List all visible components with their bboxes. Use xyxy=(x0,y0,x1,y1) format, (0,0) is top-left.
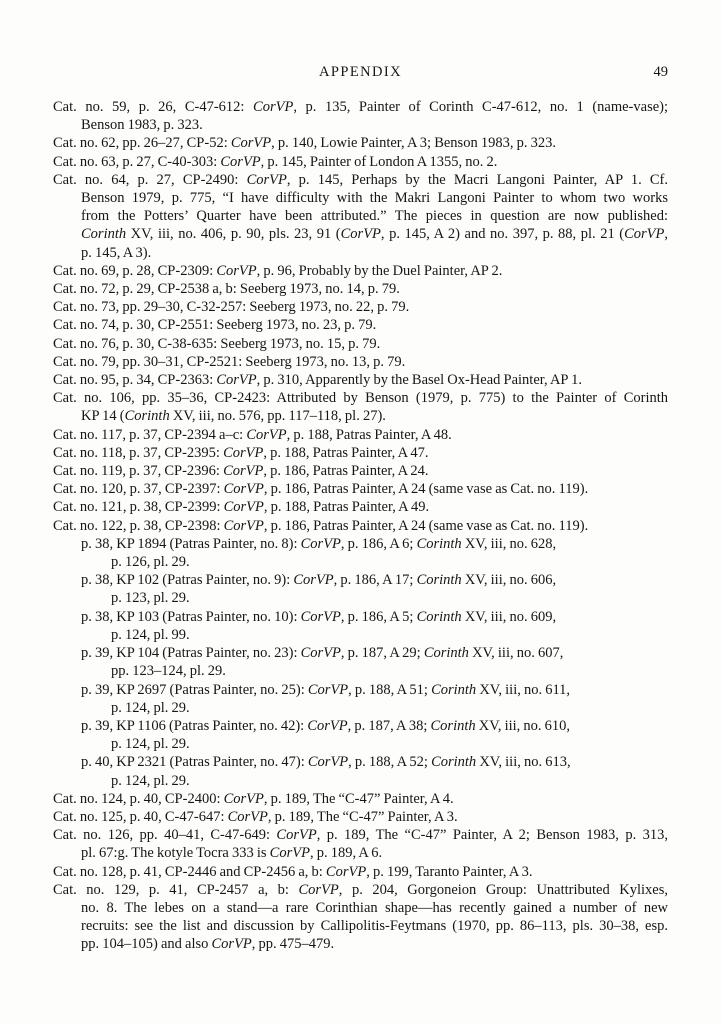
text: Cat. no. 120, p. 37, CP-2397: xyxy=(53,481,224,498)
text: Cat. no. 128, p. 41, CP-2446 and CP-2456 a, b: xyxy=(53,863,326,880)
text: XV, iii, no. 611, xyxy=(476,681,571,698)
text: p. 38, KP 103 (Patras Painter, no. 10): xyxy=(81,608,301,625)
text: p. 123, pl. 29. xyxy=(111,590,190,607)
appendix-entry xyxy=(53,426,668,444)
appendix-entry xyxy=(53,681,668,717)
text: XV, iii, no. 406, p. 90, pls. 23, 91 ( xyxy=(126,226,341,243)
text: , p. 186, Patras Painter, A 24 (same vase as Cat. no. 119). xyxy=(263,517,589,534)
appendix-entry xyxy=(53,535,668,571)
italic-text: CorVP xyxy=(223,790,264,807)
entry-line xyxy=(53,171,668,189)
entry-line xyxy=(53,826,668,844)
text: p. 124, pl. 99. xyxy=(111,626,190,643)
entry-line xyxy=(53,462,668,480)
text: Cat. no. 122, p. 38, CP-2398: xyxy=(53,517,224,534)
entry-line xyxy=(53,517,668,535)
entry-line xyxy=(53,298,668,316)
text: p. 124, pl. 29. xyxy=(111,772,190,789)
entry-line xyxy=(53,225,668,243)
appendix-entry xyxy=(53,717,668,753)
italic-text: CorVP xyxy=(223,444,264,461)
text: KP 14 ( xyxy=(81,408,125,425)
entry-line xyxy=(53,589,668,607)
italic-text: CorVP xyxy=(220,153,261,170)
appendix-entry xyxy=(53,480,668,498)
italic-text: CorVP xyxy=(230,135,272,152)
appendix-entry xyxy=(53,517,668,535)
text: no. 8. The lebes on a stand—a rare Corinthian shape—has recently gained a number of new xyxy=(81,899,668,916)
appendix-entry xyxy=(53,790,668,808)
text: , p. 199, Taranto Painter, A 3. xyxy=(366,863,533,880)
entry-line xyxy=(53,790,668,808)
italic-text: CorVP xyxy=(300,608,341,625)
appendix-entry xyxy=(53,881,668,954)
page-number: 49 xyxy=(653,64,668,80)
italic-text: CorVP xyxy=(298,881,339,898)
text: from the Potters’ Quarter have been attributed.” The pieces in question are now published: xyxy=(81,208,668,225)
entry-line xyxy=(53,899,668,917)
entry-line xyxy=(53,863,668,881)
italic-text: CorVP xyxy=(246,426,287,443)
text: Cat. no. 69, p. 28, CP-2309: xyxy=(53,262,217,279)
entry-line xyxy=(53,808,668,826)
entry-line xyxy=(53,426,668,444)
italic-text: Corinth xyxy=(430,717,476,734)
text: , p. 145, A 2) and no. 397, p. 88, pl. 21 ( xyxy=(380,226,625,243)
appendix-entry xyxy=(53,371,668,389)
text: Cat. no. 129, p. 41, CP-2457 a, b: xyxy=(53,881,299,898)
appendix-entry xyxy=(53,808,668,826)
appendix-entry xyxy=(53,171,668,262)
text: XV, iii, no. 576, pp. 117–118, pl. 27). xyxy=(169,408,386,425)
entry-line xyxy=(53,280,668,298)
text: Cat. no. 106, pp. 35–36, CP-2423: Attributed by Benson (1979, p. 775) to the Painter of Corinth xyxy=(53,390,668,407)
text: , pp. 475–479. xyxy=(251,936,335,953)
entry-line xyxy=(53,935,668,953)
entry-line xyxy=(53,881,668,899)
italic-text: Corinth xyxy=(431,754,477,771)
italic-text: CorVP xyxy=(223,517,264,534)
text: , p. 135, Painter of Corinth C-47-612, no. 1 (name-vase); xyxy=(293,99,669,115)
italic-text: Corinth xyxy=(124,408,170,425)
italic-text: CorVP xyxy=(216,262,257,279)
text: , p. 145, Perhaps by the Macri Langoni Painter, AP 1. Cf. xyxy=(286,171,668,188)
entry-line xyxy=(53,553,668,571)
appendix-entry xyxy=(53,262,668,280)
appendix-entry xyxy=(53,389,668,425)
italic-text: CorVP xyxy=(307,717,348,734)
entry-line xyxy=(53,480,668,498)
appendix-entry xyxy=(53,335,668,353)
text: , p. 188, A 51; xyxy=(348,681,432,698)
text: Cat. no. 64, p. 27, CP-2490: xyxy=(53,171,247,188)
text: , p. 188, Patras Painter, A 48. xyxy=(286,426,452,443)
text: Cat. no. 73, pp. 29–30, C-32-257: Seeberg 1973, no. 22, p. 79. xyxy=(53,299,410,316)
text: pp. 123–124, pl. 29. xyxy=(111,663,226,680)
text: p. 38, KP 102 (Patras Painter, no. 9): xyxy=(81,572,294,589)
italic-text: Corinth xyxy=(416,608,462,625)
text: XV, iii, no. 613, xyxy=(476,754,571,771)
italic-text: CorVP xyxy=(293,572,334,589)
text: , xyxy=(664,226,668,243)
entry-line xyxy=(53,735,668,753)
entry-line xyxy=(53,153,668,171)
text: Benson 1979, p. 775, “I have difficulty with the Makri Langoni Painter to whom two works xyxy=(81,190,668,207)
appendix-entries xyxy=(53,98,668,954)
appendix-entry xyxy=(53,98,668,134)
italic-text: CorVP xyxy=(624,226,665,243)
entry-line xyxy=(53,844,668,862)
appendix-entry xyxy=(53,353,668,371)
italic-text: Corinth xyxy=(423,645,469,662)
text: , p. 310, Apparently by the Basel Ox-Head Painter, AP 1. xyxy=(256,372,582,389)
text: Cat. no. 59, p. 26, C-47-612: xyxy=(53,99,254,115)
entry-line xyxy=(53,244,668,262)
text: XV, iii, no. 606, xyxy=(461,572,557,589)
text: Cat. no. 117, p. 37, CP-2394 a–c: xyxy=(53,426,247,443)
text: Cat. no. 76, p. 30, C-38-635: Seeberg 1973, no. 15, p. 79. xyxy=(53,335,381,352)
text: pp. 104–105) and also xyxy=(81,936,212,953)
text: , p. 189, The “C-47” Painter, A 2; Benson 1983, p. 313, xyxy=(316,827,668,844)
text: XV, iii, no. 610, xyxy=(475,717,571,734)
italic-text: CorVP xyxy=(253,99,294,115)
text: , p. 189, The “C-47” Painter, A 3. xyxy=(267,808,458,825)
text: , p. 186, A 17; xyxy=(333,572,417,589)
text: p. 40, KP 2321 (Patras Painter, no. 47): xyxy=(81,754,308,771)
entry-line xyxy=(53,608,668,626)
italic-text: CorVP xyxy=(227,808,268,825)
italic-text: Corinth xyxy=(416,572,462,589)
entry-line xyxy=(53,407,668,425)
appendix-entry xyxy=(53,571,668,607)
entry-line xyxy=(53,207,668,225)
text: XV, iii, no. 609, xyxy=(461,608,557,625)
appendix-entry xyxy=(53,644,668,680)
text: , p. 186, A 6; xyxy=(340,535,417,552)
text: , p. 188, A 52; xyxy=(348,754,432,771)
entry-line xyxy=(53,699,668,717)
italic-text: CorVP xyxy=(216,372,257,389)
text: Cat. no. 121, p. 38, CP-2399: xyxy=(53,499,224,516)
text: , p. 186, Patras Painter, A 24 (same vase as Cat. no. 119). xyxy=(263,481,589,498)
text: p. 39, KP 2697 (Patras Painter, no. 25): xyxy=(81,681,308,698)
text: , p. 96, Probably by the Duel Painter, AP 2. xyxy=(256,262,503,279)
text: p. 145, A 3). xyxy=(81,244,152,261)
italic-text: CorVP xyxy=(340,226,381,243)
entry-line xyxy=(53,571,668,589)
entry-line xyxy=(53,717,668,735)
italic-text: Corinth xyxy=(431,681,477,698)
text: Cat. no. 74, p. 30, CP-2551: Seeberg 1973, no. 23, p. 79. xyxy=(53,317,377,334)
text: p. 124, pl. 29. xyxy=(111,699,190,716)
entry-line xyxy=(53,389,668,407)
italic-text: CorVP xyxy=(211,936,252,953)
entry-line xyxy=(53,134,668,152)
appendix-entry xyxy=(53,280,668,298)
entry-line xyxy=(53,772,668,790)
page-header xyxy=(53,63,668,81)
italic-text: CorVP xyxy=(246,171,287,188)
entry-line xyxy=(53,116,668,134)
entry-line xyxy=(53,498,668,516)
entry-line xyxy=(53,316,668,334)
appendix-entry xyxy=(53,153,668,171)
entry-line xyxy=(53,535,668,553)
text: XV, iii, no. 607, xyxy=(468,645,564,662)
text: , p. 187, A 29; xyxy=(340,645,424,662)
running-head-title: APPENDIX xyxy=(319,64,402,80)
entry-line xyxy=(53,262,668,280)
appendix-entry xyxy=(53,462,668,480)
text: p. 39, KP 104 (Patras Painter, no. 23): xyxy=(81,645,301,662)
italic-text: CorVP xyxy=(276,827,317,844)
italic-text: CorVP xyxy=(223,463,264,480)
text: p. 124, pl. 29. xyxy=(111,736,190,753)
text: Cat. no. 62, pp. 26–27, CP-52: xyxy=(53,135,231,152)
text: pl. 67:g. The kotyle Tocra 333 is xyxy=(81,845,270,862)
entry-line xyxy=(53,626,668,644)
text: Cat. no. 126, pp. 40–41, C-47-649: xyxy=(53,827,277,844)
text: , p. 204, Gorgoneion Group: Unattributed Kylixes, xyxy=(338,881,668,898)
text: Cat. no. 118, p. 37, CP-2395: xyxy=(53,444,224,461)
text: , p. 186, Patras Painter, A 24. xyxy=(263,463,429,480)
text: Cat. no. 79, pp. 30–31, CP-2521: Seeberg 1973, no. 13, p. 79. xyxy=(53,353,406,370)
appendix-entry xyxy=(53,498,668,516)
appendix-entry xyxy=(53,444,668,462)
entry-line xyxy=(53,917,668,935)
italic-text: CorVP xyxy=(307,754,349,771)
appendix-entry xyxy=(53,863,668,881)
text: p. 38, KP 1894 (Patras Painter, no. 8): xyxy=(81,535,301,552)
text: , p. 188, Patras Painter, A 47. xyxy=(263,444,429,461)
appendix-entry xyxy=(53,134,668,152)
text: Cat. no. 63, p. 27, C-40-303: xyxy=(53,153,221,170)
italic-text: Corinth xyxy=(81,226,127,243)
text: Cat. no. 125, p. 40, C-47-647: xyxy=(53,808,228,825)
italic-text: CorVP xyxy=(300,645,341,662)
text: , p. 145, Painter of London A 1355, no. 2. xyxy=(260,153,498,170)
appendix-entry xyxy=(53,316,668,334)
appendix-entry xyxy=(53,298,668,316)
italic-text: CorVP xyxy=(300,535,341,552)
italic-text: CorVP xyxy=(325,863,367,880)
entry-line xyxy=(53,353,668,371)
italic-text: CorVP xyxy=(269,845,310,862)
text: , p. 189, A 6. xyxy=(309,845,383,862)
entry-line xyxy=(53,335,668,353)
text: , p. 187, A 38; xyxy=(347,717,431,734)
entry-line xyxy=(53,681,668,699)
text: XV, iii, no. 628, xyxy=(461,535,557,552)
entry-line xyxy=(53,444,668,462)
appendix-entry xyxy=(53,826,668,862)
text: , p. 140, Lowie Painter, A 3; Benson 1983, p. 323. xyxy=(271,135,556,152)
text: , p. 188, Patras Painter, A 49. xyxy=(263,499,430,516)
italic-text: Corinth xyxy=(416,535,462,552)
italic-text: CorVP xyxy=(223,499,264,516)
italic-text: CorVP xyxy=(307,681,349,698)
text: , p. 186, A 5; xyxy=(340,608,417,625)
entry-line xyxy=(53,644,668,662)
appendix-entry xyxy=(53,753,668,789)
entry-line xyxy=(53,98,668,116)
text: Benson 1983, p. 323. xyxy=(81,117,203,134)
text: , p. 189, The “C-47” Painter, A 4. xyxy=(263,790,454,807)
entry-line xyxy=(53,371,668,389)
appendix-entry xyxy=(53,608,668,644)
entry-line xyxy=(53,753,668,771)
text: recruits: see the list and discussion by Callipolitis-Feytmans (1970, pp. 86–113, pls. 30–38, esp. xyxy=(81,918,668,935)
entry-line xyxy=(53,662,668,680)
text: p. 126, pl. 29. xyxy=(111,554,190,571)
text: Cat. no. 119, p. 37, CP-2396: xyxy=(53,463,224,480)
text: Cat. no. 124, p. 40, CP-2400: xyxy=(53,790,224,807)
text: Cat. no. 95, p. 34, CP-2363: xyxy=(53,372,217,389)
text: p. 39, KP 1106 (Patras Painter, no. 42): xyxy=(81,717,308,734)
entry-line xyxy=(53,189,668,207)
italic-text: CorVP xyxy=(223,481,264,498)
text: Cat. no. 72, p. 29, CP-2538 a, b: Seeberg 1973, no. 14, p. 79. xyxy=(53,281,400,298)
